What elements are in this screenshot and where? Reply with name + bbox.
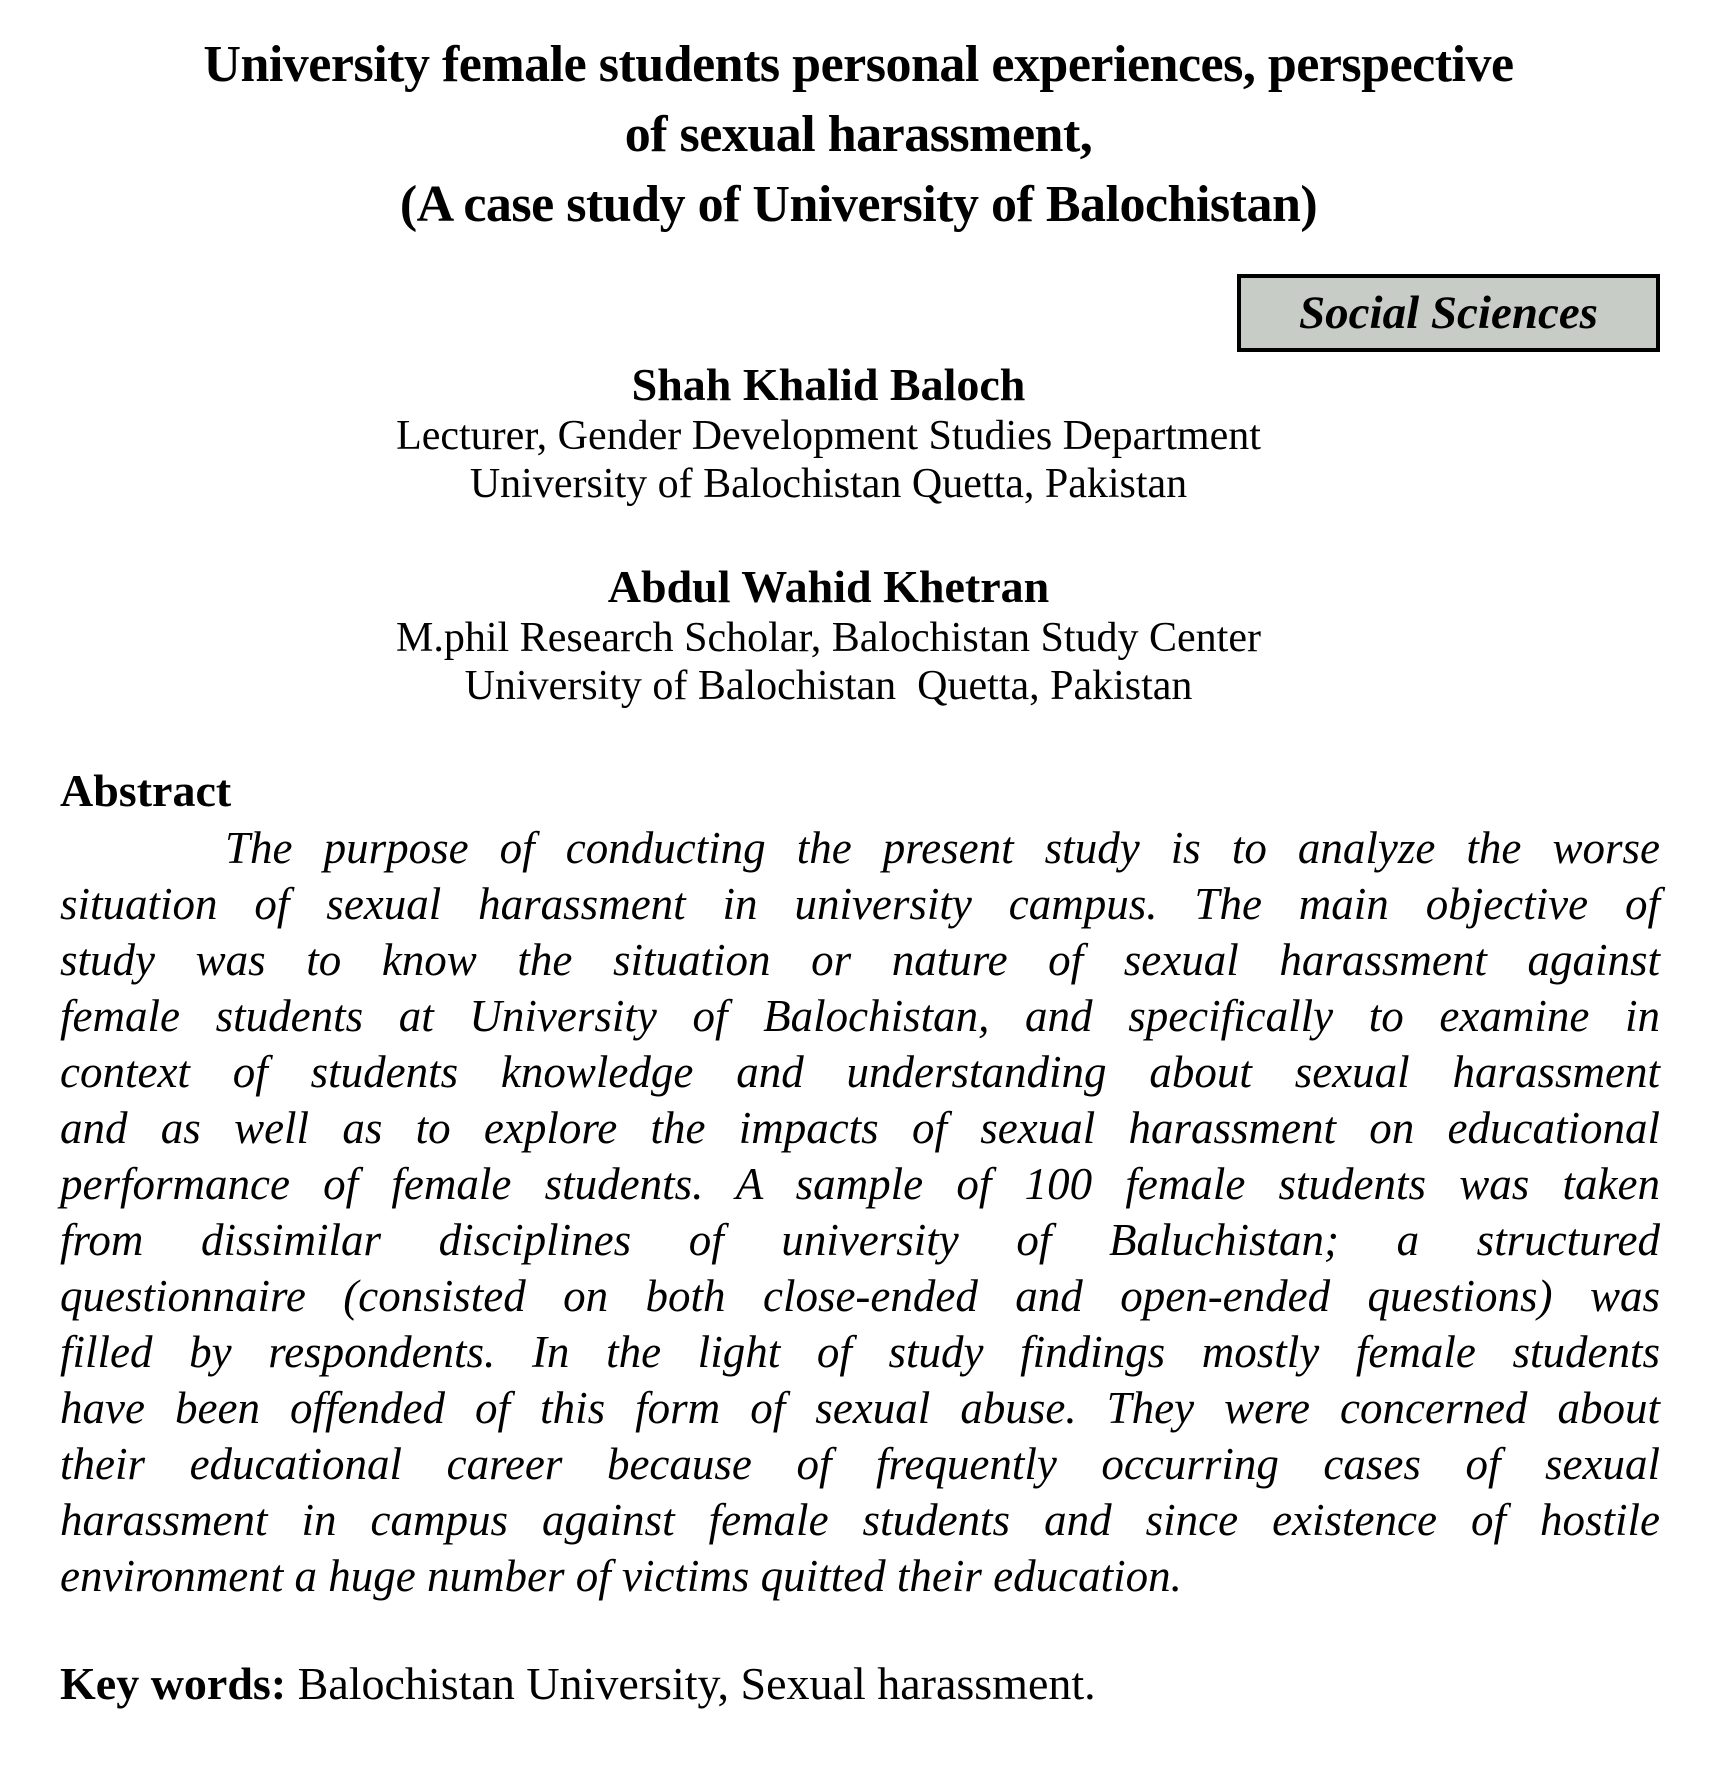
author-1-name: Shah Khalid Baloch	[631, 359, 1026, 410]
keywords-line	[60, 1658, 1660, 1710]
paper-title-line-3: (A case study of University of Balochistan)	[399, 176, 1318, 233]
author-block-1	[0, 358, 1657, 508]
author-1-role: Lecturer, Gender Development Studies Department	[396, 413, 1261, 459]
abstract-paragraph	[60, 820, 1660, 1604]
abstract-section	[60, 762, 1660, 1604]
abstract-line: female students at University of Balochistan, and specifically to examine in	[60, 991, 1660, 1041]
category-badge-label: Social Sciences	[1299, 287, 1598, 339]
abstract-line: harassment in campus against female students and since existence of hostile	[60, 1495, 1660, 1545]
authors-section	[0, 358, 1717, 710]
abstract-line: context of students knowledge and understanding about sexual harassment	[60, 1047, 1660, 1097]
category-badge	[1237, 274, 1660, 352]
abstract-line: The purpose of conducting the present study is to analyze the worse	[225, 823, 1660, 873]
abstract-heading: Abstract	[60, 765, 232, 816]
abstract-line: and as well as to explore the impacts of sexual harassment on educational	[60, 1103, 1660, 1153]
abstract-line: situation of sexual harassment in university campus. The main objective of	[60, 879, 1660, 929]
abstract-line: their educational career because of frequently occurring cases of sexual	[60, 1439, 1660, 1489]
abstract-line: performance of female students. A sample of 100 female students was taken	[60, 1159, 1660, 1209]
author-block-2	[0, 560, 1657, 710]
abstract-line: environment a huge number of victims quitted their education.	[60, 1551, 1182, 1601]
paper-title-line-2: of sexual harassment,	[624, 106, 1093, 163]
author-2-role: M.phil Research Scholar, Balochistan Study Center	[396, 615, 1261, 661]
abstract-line: study was to know the situation or nature of sexual harassment against	[60, 935, 1660, 985]
keywords-text: Balochistan University, Sexual harassment.	[286, 1658, 1096, 1709]
abstract-line: have been offended of this form of sexual abuse. They were concerned about	[60, 1383, 1660, 1433]
keywords-label: Key words:	[60, 1658, 287, 1709]
author-2-name: Abdul Wahid Khetran	[607, 561, 1050, 612]
abstract-line: questionnaire (consisted on both close-ended and open-ended questions) was	[60, 1271, 1660, 1321]
author-2-affiliation: University of Balochistan Quetta, Pakistan	[464, 663, 1193, 709]
paper-title-line-1: University female students personal experiences, perspective	[203, 36, 1514, 93]
author-1-affiliation: University of Balochistan Quetta, Pakistan	[469, 461, 1188, 507]
paper-title	[0, 0, 1717, 240]
abstract-line: filled by respondents. In the light of study findings mostly female students	[60, 1327, 1660, 1377]
abstract-line: from dissimilar disciplines of university of Baluchistan; a structured	[60, 1215, 1660, 1265]
